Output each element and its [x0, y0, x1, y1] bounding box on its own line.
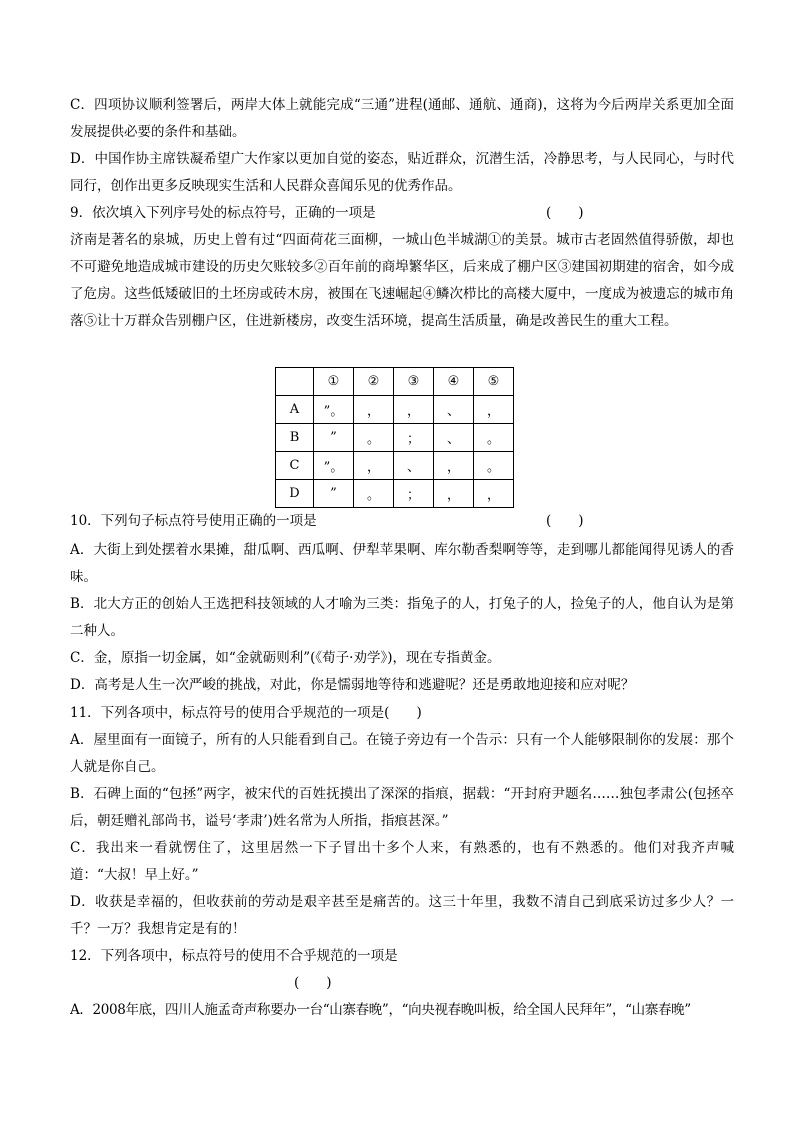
- table-cell: 。: [354, 480, 394, 508]
- table-cell: ”: [314, 480, 354, 508]
- table-cell: ，: [354, 396, 394, 424]
- q11-stem: 11．下列各项中，标点符号的使用合乎规范的一项是( ): [70, 705, 422, 721]
- table-cell: 、: [434, 396, 474, 424]
- table-cell: ①: [314, 368, 354, 396]
- q10-option-d: D．高考是人生一次严峻的挑战，对此，你是懦弱地等待和逃避呢？还是勇敢地迎接和应对呢？: [70, 677, 635, 693]
- table-cell: ③: [394, 368, 434, 396]
- table-row: [276, 424, 514, 452]
- table-cell: ”: [314, 424, 354, 452]
- q10-option-a: A．大街上到处摆着水果摊，甜瓜啊、西瓜啊、伊犁苹果啊、库尔勒香梨啊等等，走到哪儿都能闻得见诱人的香味。: [70, 542, 734, 585]
- table-cell: ④: [434, 368, 474, 396]
- table-cell: A: [276, 396, 314, 424]
- table-cell: ；: [394, 424, 434, 452]
- table-cell: ”。: [314, 452, 354, 480]
- table-cell: ，: [354, 452, 394, 480]
- q10-stem: 10．下列句子标点符号使用正确的一项是: [70, 513, 317, 529]
- table-cell: D: [276, 480, 314, 508]
- table-cell: [276, 368, 314, 396]
- table-cell: ②: [354, 368, 394, 396]
- q11-option-d: D．收获是幸福的，但收获前的劳动是艰辛甚至是痛苦的。这三十年里，我数不清自己到底采访过多少人？一千？一万？我想肯定是有的！: [70, 894, 734, 937]
- table-cell: ，: [434, 480, 474, 508]
- q8-option-c: C．四项协议顺利签署后，两岸大体上就能完成“三通”进程(通邮、通航、通商)，这将为今后两岸关系更加全面发展提供必要的条件和基础。: [70, 97, 734, 140]
- table-header-row: [276, 368, 514, 396]
- q11-option-b: B．石碑上面的“包拯”两字，被宋代的百姓抚摸出了深深的指痕，据载：“开封府尹题名……独包孝肃公(包拯卒后，朝廷赠礼部尚书，谥号‘孝肃’)姓名常为人所指，指痕甚深。”: [70, 786, 734, 829]
- table-row: [276, 452, 514, 480]
- q12-answer-blank: ( ): [294, 975, 332, 991]
- table-cell: B: [276, 424, 314, 452]
- table-cell: ；: [394, 480, 434, 508]
- table-cell: 。: [474, 452, 514, 480]
- q11-option-a: A．屋里面有一面镜子，所有的人只能看到自己。在镜子旁边有一个告示：只有一个人能够限制你的发展：那个人就是你自己。: [70, 732, 734, 775]
- table-row: [276, 480, 514, 508]
- q9-passage: 济南是著名的泉城，历史上曾有过“四面荷花三面柳，一城山色半城湖①的美景。城市古老固然值得骄傲，却也不可避免地造成城市建设的历史欠账较多②百年前的商埠繁华区，后来成了棚户区③建国初期建的宿舍，如今成了危房。这些低矮破旧的土坯房或砖木房，被围在飞速崛起④鳞次栉比的高楼大厦中，一度成为被遗忘的城市角落⑤让十万群众告别棚户区，住进新楼房，改变生活环境，提高生活质量，确是改善民生的重大工程。: [70, 232, 734, 329]
- table-cell: C: [276, 452, 314, 480]
- q9-answer-blank: ( ): [546, 205, 584, 221]
- q9-punctuation-table: [275, 367, 514, 508]
- table-cell: ”。: [314, 396, 354, 424]
- table-cell: ，: [434, 452, 474, 480]
- table-cell: 、: [394, 452, 434, 480]
- table-cell: ，: [394, 396, 434, 424]
- q11-option-c: C．我出来一看就愣住了，这里居然一下子冒出十多个人来，有熟悉的，也有不熟悉的。他们对我齐声喊道：“大叔！早上好。”: [70, 840, 734, 883]
- table-cell: 。: [474, 424, 514, 452]
- table-cell: ，: [474, 396, 514, 424]
- q10-answer-blank: ( ): [546, 513, 584, 529]
- table-cell: ，: [474, 480, 514, 508]
- q9-stem: 9．依次填入下列序号处的标点符号，正确的一项是: [70, 205, 376, 221]
- table-cell: 、: [434, 424, 474, 452]
- q10-option-b: B．北大方正的创始人王选把科技领域的人才喻为三类：指兔子的人，打兔子的人，捡兔子的人，他自认为是第二种人。: [70, 596, 734, 639]
- table-cell: 。: [354, 424, 394, 452]
- q8-option-d: D．中国作协主席铁凝希望广大作家以更加自觉的姿态，贴近群众，沉潜生活，冷静思考，与人民同心，与时代同行，创作出更多反映现实生活和人民群众喜闻乐见的优秀作品。: [70, 151, 734, 194]
- table-row: [276, 396, 514, 424]
- table-cell: ⑤: [474, 368, 514, 396]
- q10-option-c: C．金，原指一切金属，如“金就砺则利”(《荀子·劝学》)，现在专指黄金。: [70, 650, 501, 666]
- q12-stem: 12．下列各项中，标点符号的使用不合乎规范的一项是: [70, 948, 398, 964]
- q12-option-a: A．2008年底，四川人施孟奇声称要办一台“山寨春晚”，“向央视春晚叫板，给全国人民拜年”，“山寨春晚”: [70, 1002, 691, 1018]
